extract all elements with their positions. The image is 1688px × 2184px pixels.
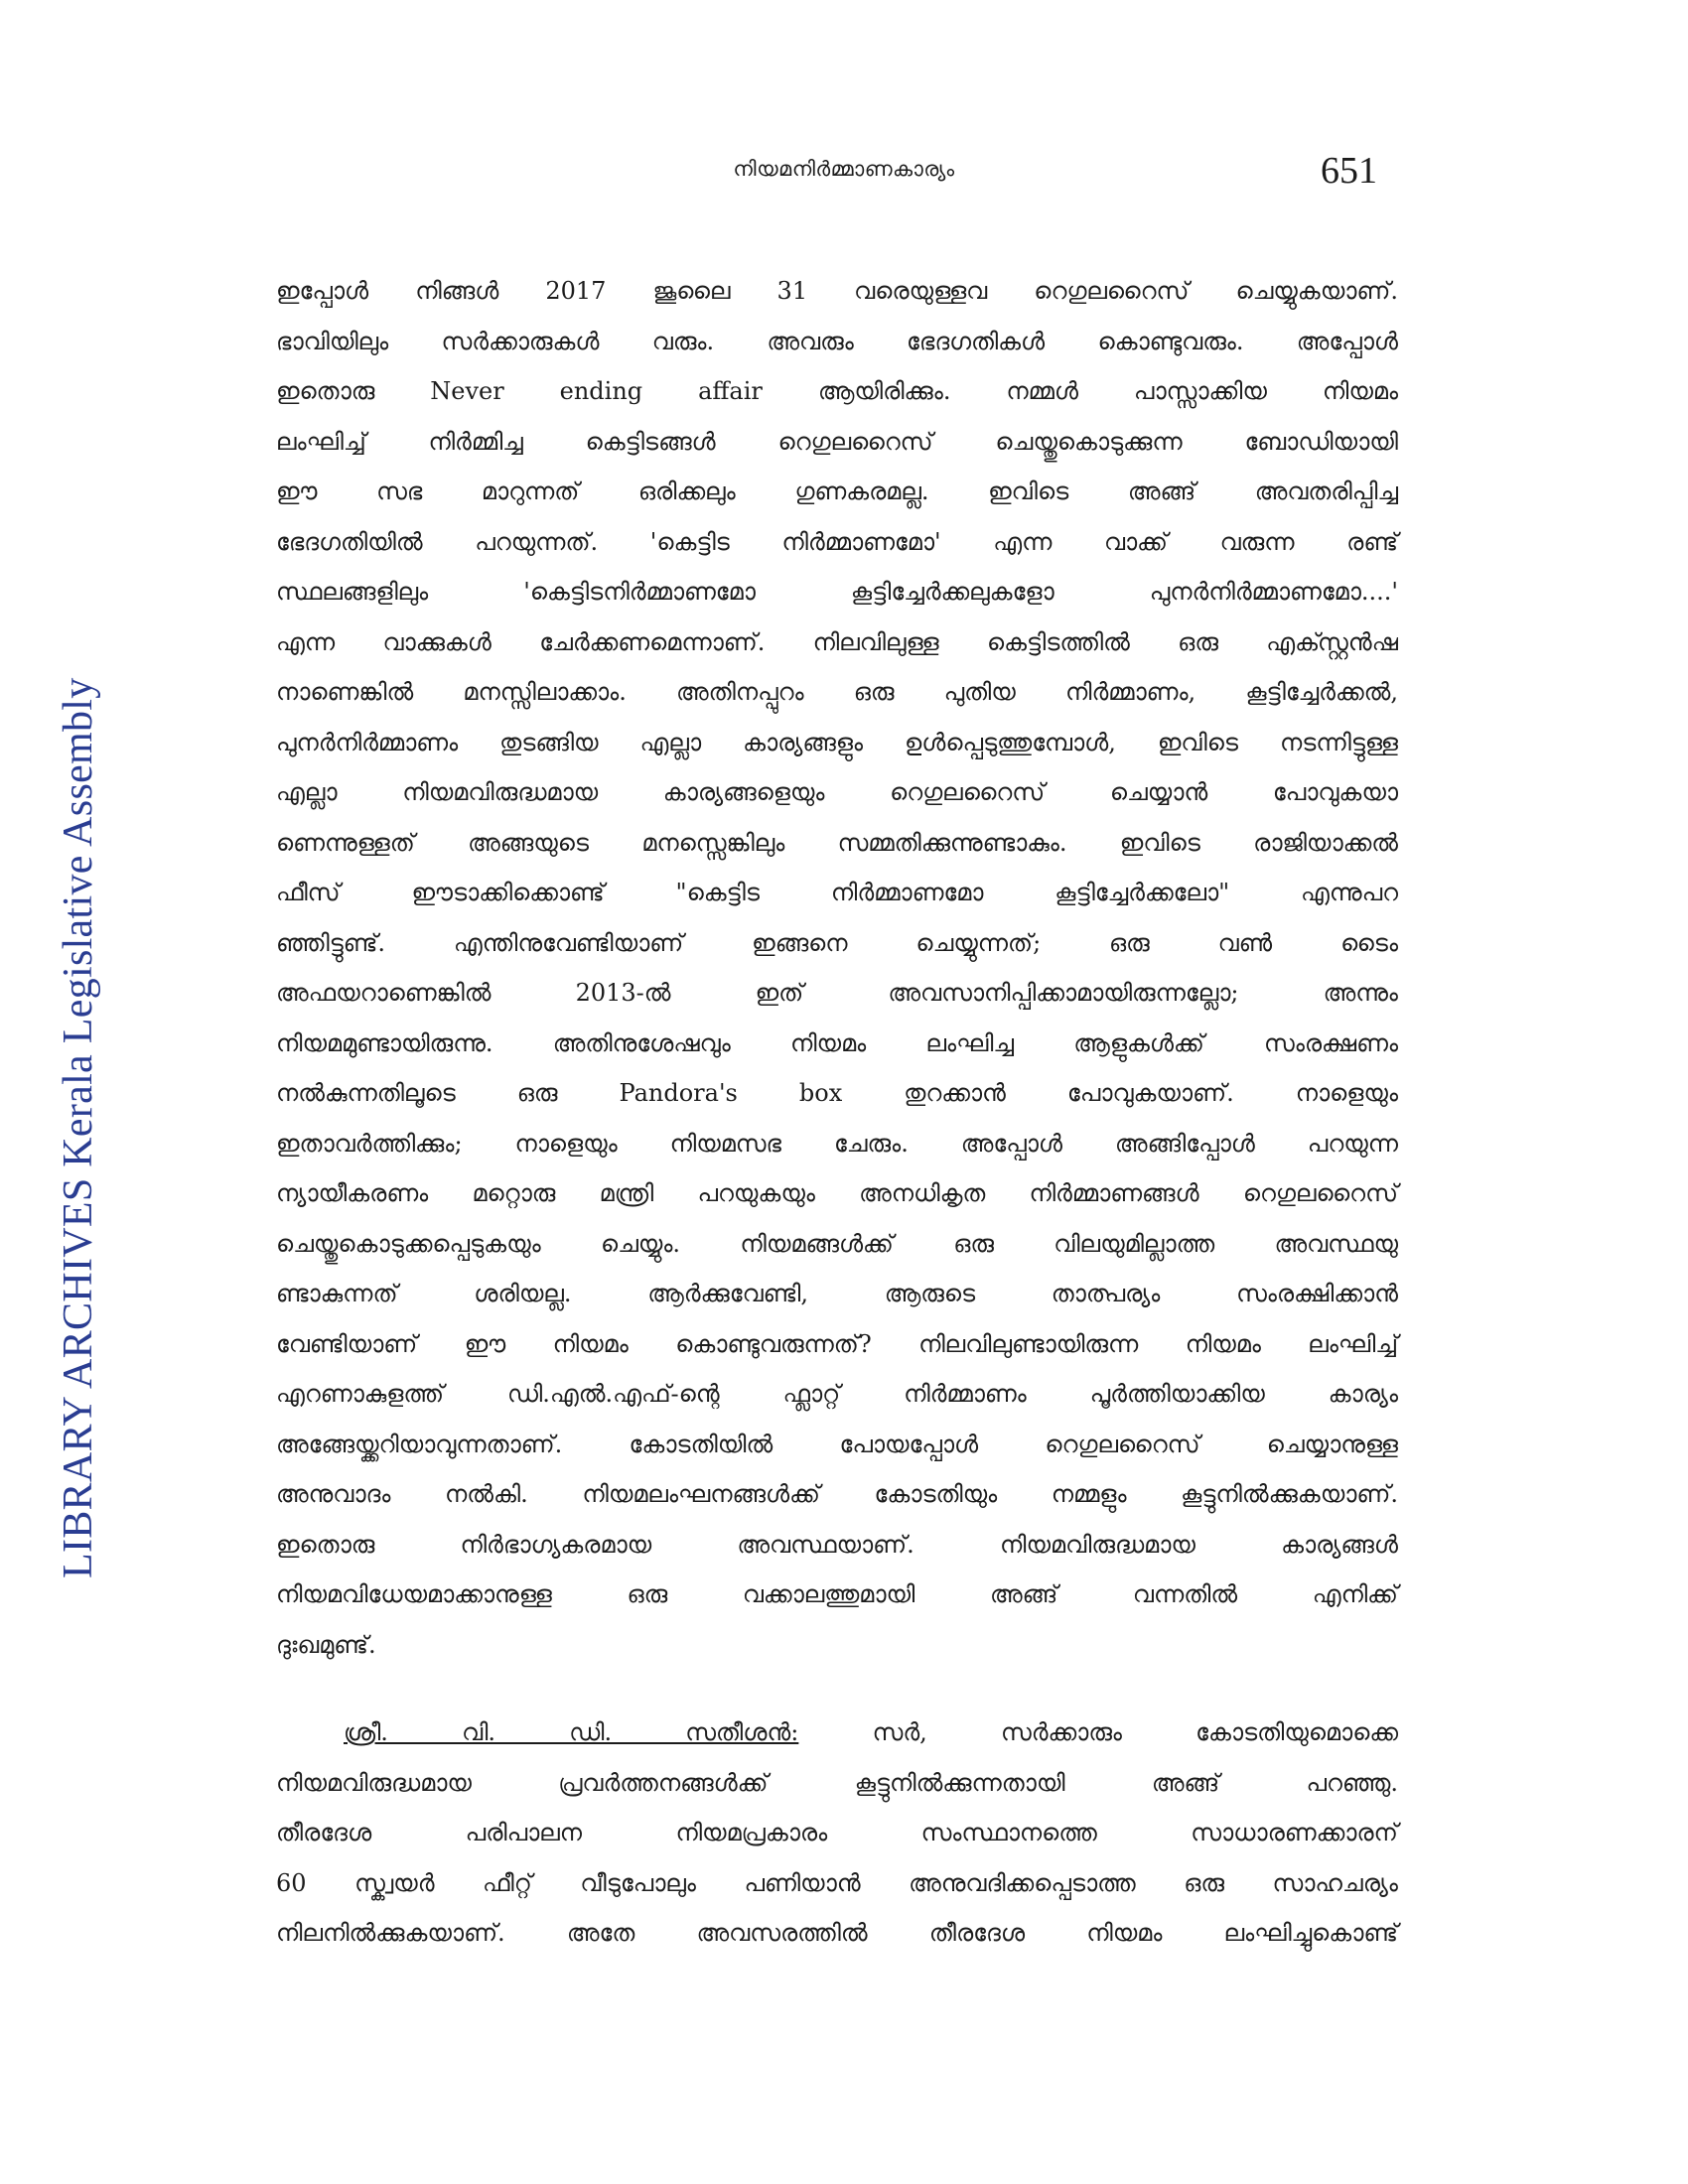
running-title: നിയമനിർമ്മാണകാര്യം — [733, 157, 955, 181]
text-line: അഫയറാണെങ്കിൽ 2013-ൽ ഇത് അവസാനിപ്പിക്കാമായിരുന്നല്ലോ; അന്നും — [276, 979, 1398, 1007]
text-line: നിയമമുണ്ടായിരുന്നു. അതിനുശേഷവും നിയമം ലംഘിച്ച ആളുകൾക്ക് സംരക്ഷണം — [276, 1028, 1398, 1057]
speaker-name: ശ്രീ. വി. ഡി. സതീശൻ: — [344, 1718, 799, 1746]
library-archives-watermark: LIBRARY ARCHIVES Kerala Legislative Assembly — [56, 677, 101, 1578]
text-line: ഫീസ് ഈടാക്കിക്കൊണ്ട് "കെട്ടിട നിർമ്മാണമോ കൂട്ടിച്ചേർക്കലോ" എന്നുപറ — [276, 879, 1398, 906]
text-line: ദുഃഖമുണ്ട്. — [276, 1630, 376, 1659]
text-line: ലംഘിച്ച് നിർമ്മിച്ച കെട്ടിടങ്ങൾ റെഗുലറൈസ് ചെയ്തുകൊടുക്കുന്ന ബോഡിയായി — [276, 427, 1398, 456]
text-line: ന്യായീകരണം മറ്റൊരു മന്ത്രി പറയുകയും അനധികൃത നിർമ്മാണങ്ങൾ റെഗുലറൈസ് — [276, 1179, 1398, 1207]
text-line: നിലനിൽക്കുകയാണ്. അതേ അവസരത്തിൽ തീരദേശ നിയമം ലംഘിച്ചുകൊണ്ട് — [276, 1919, 1398, 1947]
page-body — [276, 266, 1398, 1959]
text-line: സ്ഥലങ്ങളിലും 'കെട്ടിടനിർമ്മാണമോ കൂട്ടിച്ചേർക്കലുകളോ പുനർനിർമ്മാണമോ....' — [276, 578, 1398, 606]
text-line: ഈ സഭ മാറുന്നത് ഒരിക്കലും ഗുണകരമല്ല. ഇവിടെ അങ്ങ് അവതരിപ്പിച്ച — [276, 478, 1398, 505]
text-line: ഭേദഗതിയിൽ പറയുന്നത്. 'കെട്ടിട നിർമ്മാണമോ' എന്ന വാക്ക് വരുന്ന രണ്ട് — [276, 527, 1398, 556]
text-line: ണ്ടാകുന്നത് ശരിയല്ല. ആർക്കുവേണ്ടി, ആരുടെ താത്പര്യം സംരക്ഷിക്കാൻ — [276, 1280, 1398, 1307]
text-line: ഇപ്പോൾ നിങ്ങൾ 2017 ജൂലൈ 31 വരെയുള്ളവ റെഗുലറൈസ് ചെയ്യുകയാണ്. — [276, 277, 1398, 305]
text-line: എല്ലാ നിയമവിരുദ്ധമായ കാര്യങ്ങളെയും റെഗുലറൈസ് ചെയ്യാൻ പോവുകയാ — [276, 778, 1398, 806]
text-line: പുനർനിർമ്മാണം തുടങ്ങിയ എല്ലാ കാര്യങ്ങളും ഉൾപ്പെടുത്തുമ്പോൾ, ഇവിടെ നടന്നിട്ടുള്ള — [276, 728, 1398, 756]
speaker-line — [276, 1707, 1398, 1758]
text-line: അനുവാദം നൽകി. നിയമലംഘനങ്ങൾക്ക് കോടതിയും നമ്മളും കൂട്ടുനിൽക്കുകയാണ്. — [276, 1480, 1398, 1508]
text-line: നിയമവിരുദ്ധമായ പ്രവർത്തനങ്ങൾക്ക് കൂട്ടുനിൽക്കുന്നതായി അങ്ങ് പറഞ്ഞു. — [276, 1768, 1398, 1797]
text-line: ഇതൊരു നിർഭാഗ്യകരമായ അവസ്ഥയാണ്. നിയമവിരുദ്ധമായ കാര്യങ്ങൾ — [276, 1530, 1398, 1559]
text-line: ചെയ്തുകൊടുക്കപ്പെടുകയും ചെയ്യും. നിയമങ്ങൾക്ക് ഒരു വിലയുമില്ലാത്ത അവസ്ഥയു — [276, 1229, 1398, 1258]
text-line: നാണെങ്കിൽ മനസ്സിലാക്കാം. അതിനപ്പുറം ഒരു പുതിയ നിർമ്മാണം, കൂട്ടിച്ചേർക്കൽ, — [276, 678, 1398, 706]
paragraph — [276, 266, 1398, 1670]
speaker-paragraph — [276, 1707, 1398, 1959]
text-line: നൽകുന്നതിലൂടെ ഒരു Pandora's box തുറക്കാൻ പോവുകയാണ്. നാളെയും — [276, 1079, 1398, 1107]
text-line: അങ്ങേയ്ക്കറിയാവുന്നതാണ്. കോടതിയിൽ പോയപ്പോൾ റെഗുലറൈസ് ചെയ്യാനുള്ള — [276, 1430, 1398, 1458]
text-line: എറണാകുളത്ത് ഡി.എൽ.എഫ്-ന്റെ ഫ്ലാറ്റ് നിർമ്മാണം പൂർത്തിയാക്കിയ കാര്യം — [276, 1380, 1398, 1408]
text-line: ഞ്ഞിട്ടുണ്ട്. എന്തിനുവേണ്ടിയാണ് ഇങ്ങനെ ചെയ്യുന്നത്; ഒരു വൺ ടൈം — [276, 928, 1398, 957]
text-line: നിയമവിധേയമാക്കാനുള്ള ഒരു വക്കാലത്തുമായി അങ്ങ് വന്നതിൽ എനിക്ക് — [276, 1580, 1398, 1608]
text-line: വേണ്ടിയാണ് ഈ നിയമം കൊണ്ടുവരുന്നത്? നിലവിലുണ്ടായിരുന്ന നിയമം ലംഘിച്ച് — [276, 1329, 1398, 1358]
text-line: ഇതാവർത്തിക്കും; നാളെയും നിയമസഭ ചേരും. അപ്പോൾ അങ്ങിപ്പോൾ പറയുന്ന — [276, 1129, 1398, 1158]
text-line: ഭാവിയിലും സർക്കാരുകൾ വരും. അവരും ഭേദഗതികൾ കൊണ്ടുവരും. അപ്പോൾ — [276, 327, 1398, 355]
speech-start: സർ, സർക്കാരും കോടതിയുമൊക്കെ — [872, 1718, 1398, 1746]
text-line: തീരദേശ പരിപാലന നിയമപ്രകാരം സംസ്ഥാനത്തെ സാധാരണക്കാരന് — [276, 1819, 1398, 1846]
text-line: ഇതൊരു Never ending affair ആയിരിക്കും. നമ്മൾ പാസ്സാക്കിയ നിയമം — [276, 377, 1398, 405]
text-line: 60 സ്ക്വയർ ഫീറ്റ് വീടുപോലും പണിയാൻ അനുവദിക്കപ്പെടാത്ത ഒരു സാഹചര്യം — [276, 1868, 1398, 1897]
text-line: എന്ന വാക്കുകൾ ചേർക്കണമെന്നാണ്. നിലവിലുള്ള കെട്ടിടത്തിൽ ഒരു എക്സ്റ്റൻഷ — [276, 627, 1398, 656]
page-number: 651 — [1321, 150, 1377, 192]
paragraph-gap — [276, 1670, 1398, 1707]
text-line: ണെന്നുള്ളത് അങ്ങയുടെ മനസ്സെങ്കിലും സമ്മതിക്കുന്നുണ്ടാകും. ഇവിടെ രാജിയാക്കൽ — [276, 828, 1398, 857]
